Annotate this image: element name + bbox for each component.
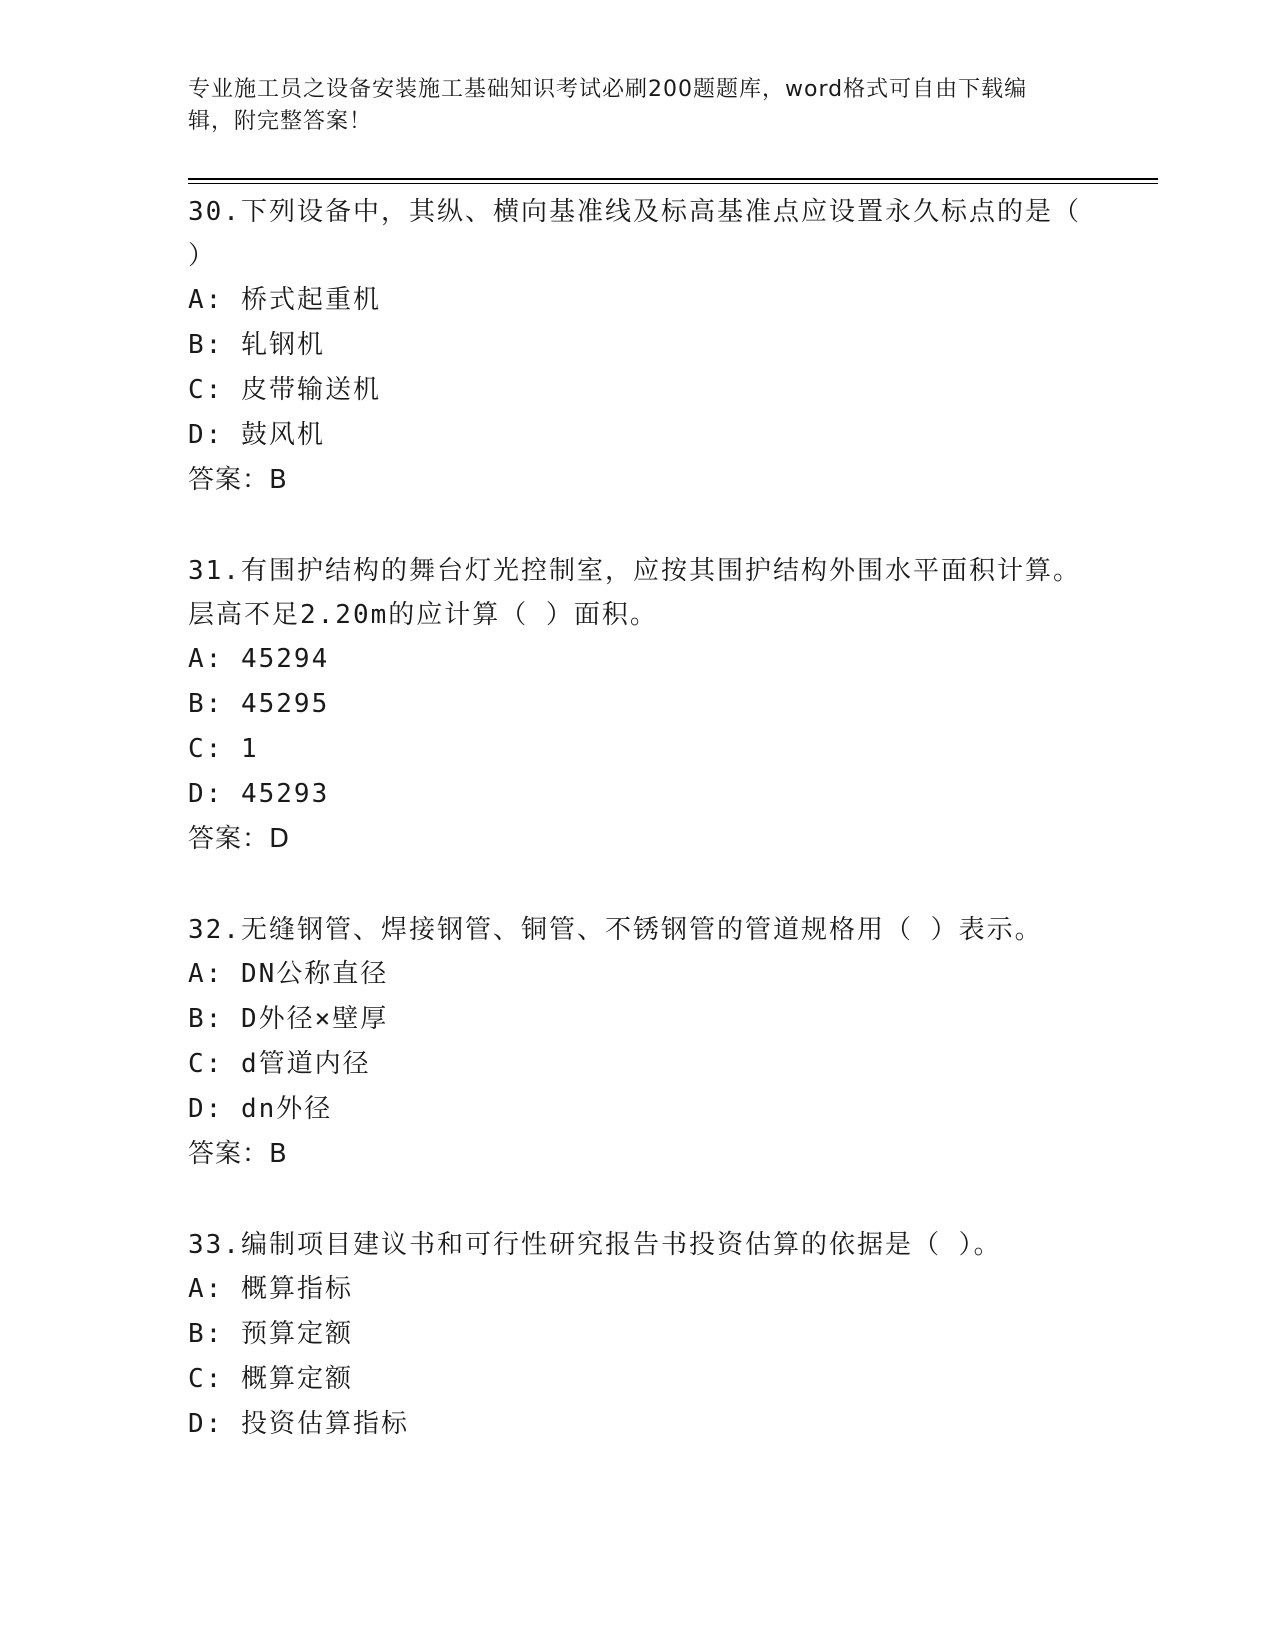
option-b: B: D外径×壁厚 xyxy=(188,1004,389,1034)
option-d: D: 投资估算指标 xyxy=(188,1409,409,1439)
question-stem: 32.无缝钢管、焊接钢管、铜管、不锈钢管的管道规格用（ ）表示。 xyxy=(188,915,1043,945)
option-c: C: 概算定额 xyxy=(188,1364,353,1394)
option-c: C: 1 xyxy=(188,734,259,764)
question-31 xyxy=(188,549,1088,862)
option-a: A: 概算指标 xyxy=(188,1274,353,1304)
answer-line: 答案：D xyxy=(188,824,291,854)
question-32 xyxy=(188,908,1088,1177)
option-a: A: 45294 xyxy=(188,644,330,674)
option-a: A: DN公称直径 xyxy=(188,959,389,989)
option-d: D: 45293 xyxy=(188,779,330,809)
option-c: C: d管道内径 xyxy=(188,1049,371,1079)
question-30 xyxy=(188,190,1088,503)
option-d: D: 鼓风机 xyxy=(188,420,325,450)
question-33 xyxy=(188,1223,1088,1447)
header-divider-thin xyxy=(188,183,1158,184)
option-a: A: 桥式起重机 xyxy=(188,285,381,315)
question-list xyxy=(188,190,1088,1491)
question-stem: 30.下列设备中，其纵、横向基准线及标高基准点应设置永久标点的是（ ） xyxy=(188,197,1081,271)
header-divider-thick xyxy=(188,178,1158,180)
question-stem: 33.编制项目建议书和可行性研究报告书投资估算的依据是（ ）。 xyxy=(188,1230,1002,1260)
option-b: B: 45295 xyxy=(188,689,330,719)
answer-line: 答案：B xyxy=(188,1139,288,1169)
answer-line: 答案：B xyxy=(188,465,288,495)
option-b: B: 轧钢机 xyxy=(188,330,325,360)
option-d: D: dn外径 xyxy=(188,1094,333,1124)
option-b: B: 预算定额 xyxy=(188,1319,353,1349)
document-header: 专业施工员之设备安装施工基础知识考试必刷200题题库，word格式可自由下载编辑，附完整答案！ xyxy=(188,77,1028,134)
question-stem: 31.有围护结构的舞台灯光控制室，应按其围护结构外围水平面积计算。层高不足2.20m的应计算（ ）面积。 xyxy=(188,556,1081,630)
option-c: C: 皮带输送机 xyxy=(188,375,381,405)
